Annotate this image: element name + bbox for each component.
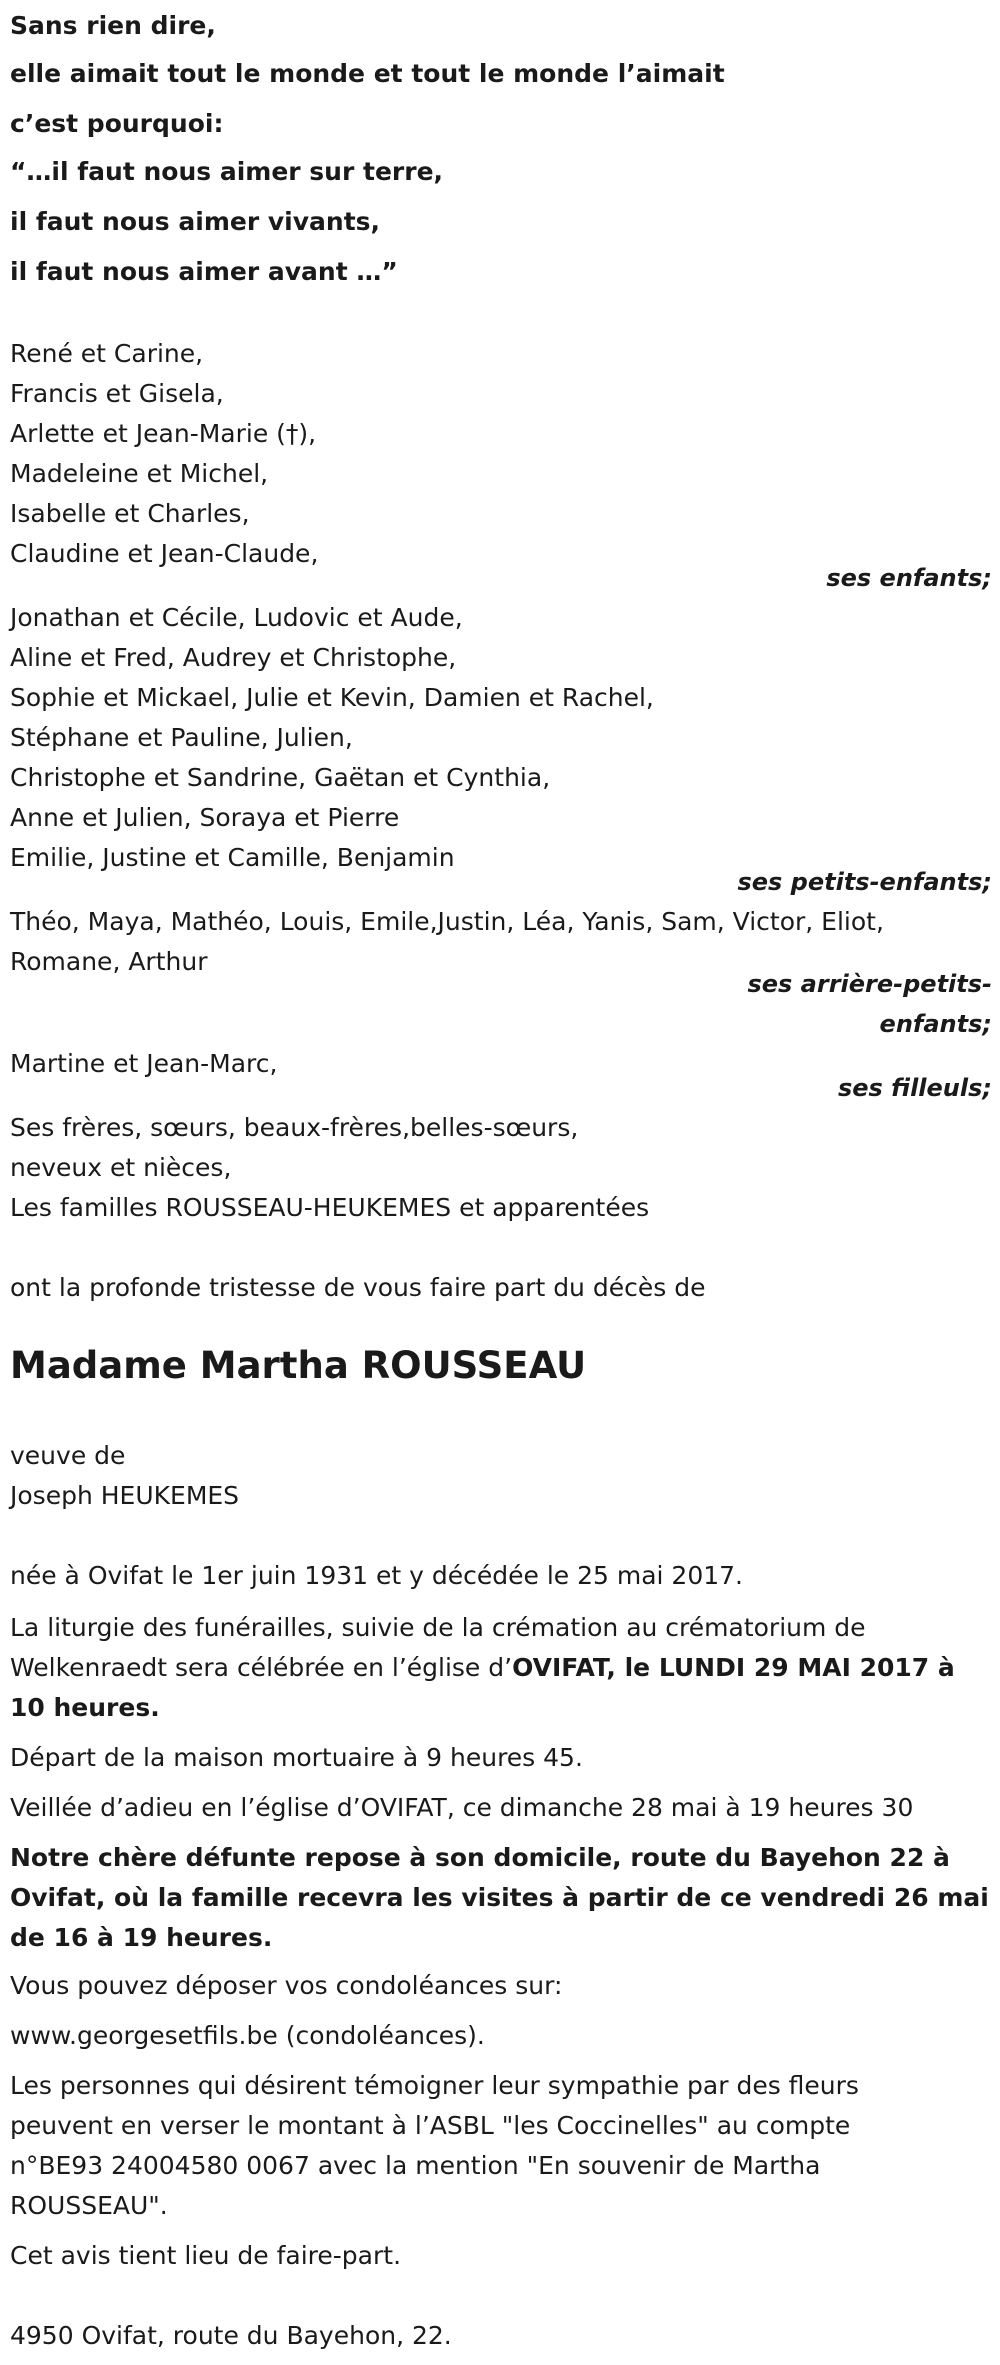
deceased-name: Madame Martha ROUSSEAU xyxy=(10,1344,587,1387)
rest-line: Ovifat, où la famille recevra les visites à partir de ce vendredi 26 mai xyxy=(10,1883,989,1912)
poem-line: elle aimait tout le monde et tout le monde l’aimait xyxy=(10,59,725,88)
liturgy-line: La liturgie des funérailles, suivie de la crémation au crématorium de xyxy=(10,1613,866,1642)
poem-line: c’est pourquoi: xyxy=(10,109,224,138)
great-grandchildren-line: Théo, Maya, Mathéo, Louis, Emile,Justin, Léa, Yanis, Sam, Victor, Eliot, xyxy=(10,907,884,936)
grandchildren-line: Sophie et Mickael, Julie et Kevin, Damien et Rachel, xyxy=(10,683,654,712)
rest-line: de 16 à 19 heures. xyxy=(10,1923,273,1952)
flowers-line: n°BE93 24004580 0067 avec la mention "En souvenir de Martha xyxy=(10,2151,821,2180)
liturgy-time: 10 heures. xyxy=(10,1693,160,1722)
poem-line: il faut nous aimer vivants, xyxy=(10,207,381,236)
great-grandchildren-line: Romane, Arthur xyxy=(10,947,208,976)
poem-line: “…il faut nous aimer sur terre, xyxy=(10,157,444,186)
rest-line: Notre chère défunte repose à son domicile, route du Bayehon 22 à xyxy=(10,1843,950,1872)
vigil: Veillée d’adieu en l’église d’OVIFAT, ce dimanche 28 mai à 19 heures 30 xyxy=(10,1793,914,1822)
family-line: Ses frères, sœurs, beaux-frères,belles-sœurs, xyxy=(10,1113,579,1142)
children-role: ses enfants; xyxy=(826,564,992,592)
grandchildren-line: Stéphane et Pauline, Julien, xyxy=(10,723,353,752)
liturgy-date: OVIFAT, le LUNDI 29 MAI 2017 à xyxy=(512,1653,955,1682)
grandchildren-line: Emilie, Justine et Camille, Benjamin xyxy=(10,843,455,872)
flowers-line: ROUSSEAU". xyxy=(10,2191,168,2220)
condolences-link[interactable]: www.georgesetfils.be (condoléances). xyxy=(10,2021,485,2050)
family-line: Les familles ROUSSEAU-HEUKEMES et apparentées xyxy=(10,1193,650,1222)
children-line: René et Carine, xyxy=(10,339,204,368)
children-line: Isabelle et Charles, xyxy=(10,499,250,528)
liturgy-text: Welkenraedt sera célébrée en l’église d’ xyxy=(10,1653,513,1682)
poem-line: Sans rien dire, xyxy=(10,11,216,40)
announcement: ont la profonde tristesse de vous faire part du décès de xyxy=(10,1273,706,1302)
children-line: Arlette et Jean-Marie (†), xyxy=(10,419,317,448)
children-line: Madeleine et Michel, xyxy=(10,459,269,488)
departure: Départ de la maison mortuaire à 9 heures 45. xyxy=(10,1743,583,1772)
poem-line: il faut nous aimer avant …” xyxy=(10,257,398,286)
birth-death: née à Ovifat le 1er juin 1931 et y décédée le 25 mai 2017. xyxy=(10,1561,743,1590)
liturgy-line xyxy=(10,1648,955,1688)
address: 4950 Ovifat, route du Bayehon, 22. xyxy=(10,2321,452,2350)
notice: Cet avis tient lieu de faire-part. xyxy=(10,2241,402,2270)
grandchildren-line: Aline et Fred, Audrey et Christophe, xyxy=(10,643,457,672)
godchildren-role: ses filleuls; xyxy=(837,1074,992,1102)
condolences-line: Vous pouvez déposer vos condoléances sur: xyxy=(10,1971,563,2000)
spouse-name: Joseph HEUKEMES xyxy=(10,1481,240,1510)
grandchildren-role: ses petits-enfants; xyxy=(737,868,992,896)
children-line: Francis et Gisela, xyxy=(10,379,224,408)
flowers-line: Les personnes qui désirent témoigner leur sympathie par des fleurs xyxy=(10,2071,859,2100)
grandchildren-line: Anne et Julien, Soraya et Pierre xyxy=(10,803,400,832)
family-line: neveux et nièces, xyxy=(10,1153,232,1182)
flowers-line: peuvent en verser le montant à l’ASBL "les Coccinelles" au compte xyxy=(10,2111,851,2140)
great-grandchildren-role: enfants; xyxy=(879,1010,992,1038)
grandchildren-line: Christophe et Sandrine, Gaëtan et Cynthia, xyxy=(10,763,551,792)
godchildren-line: Martine et Jean-Marc, xyxy=(10,1049,278,1078)
widow-of-label: veuve de xyxy=(10,1441,126,1470)
great-grandchildren-role: ses arrière-petits- xyxy=(747,970,992,998)
grandchildren-line: Jonathan et Cécile, Ludovic et Aude, xyxy=(10,603,463,632)
children-line: Claudine et Jean-Claude, xyxy=(10,539,319,568)
